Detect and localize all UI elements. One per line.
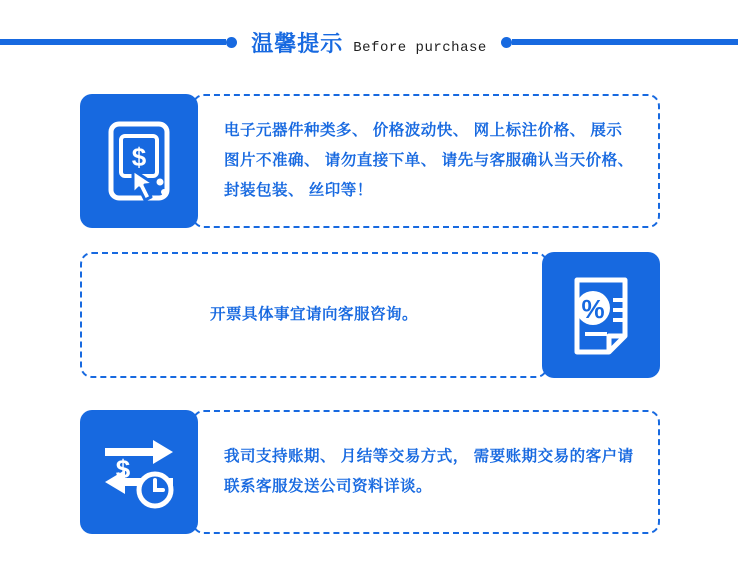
svg-text:%: % <box>581 294 605 324</box>
notice-row-3 <box>80 410 660 534</box>
notice-text-box-3 <box>192 410 660 534</box>
notice-text-box-2 <box>80 252 548 378</box>
header-dot-right <box>501 37 512 48</box>
invoice-percent-icon <box>542 252 660 378</box>
notice-row-2 <box>80 252 660 378</box>
header-titles <box>237 27 501 58</box>
notice-text-1: 电子元器件种类多、 价格波动快、 网上标注价格、 展示图片不准确、 请勿直接下单、 请先与客服确认当天价格、 封装包装、 丝印等！ <box>224 122 634 199</box>
page-title: 温馨提示 <box>251 30 344 56</box>
page-header <box>0 22 738 62</box>
mobile-payment-tap-icon <box>80 94 198 228</box>
notice-row-1 <box>80 94 660 228</box>
svg-text:$: $ <box>131 142 147 172</box>
header-dot-left <box>226 37 237 48</box>
header-rule-right <box>512 39 738 45</box>
payment-term-clock-icon <box>80 410 198 534</box>
header-rule-left <box>0 39 226 45</box>
notice-text-box-1 <box>192 94 660 228</box>
svg-text:$: $ <box>115 454 131 484</box>
notice-text-3: 我司支持账期、 月结等交易方式， 需要账期交易的客户请联系客服发送公司资料详谈。 <box>224 448 634 495</box>
notice-text-2: 开票具体事宜请向客服咨询。 <box>209 306 418 323</box>
page-subtitle: Before purchase <box>353 39 487 56</box>
